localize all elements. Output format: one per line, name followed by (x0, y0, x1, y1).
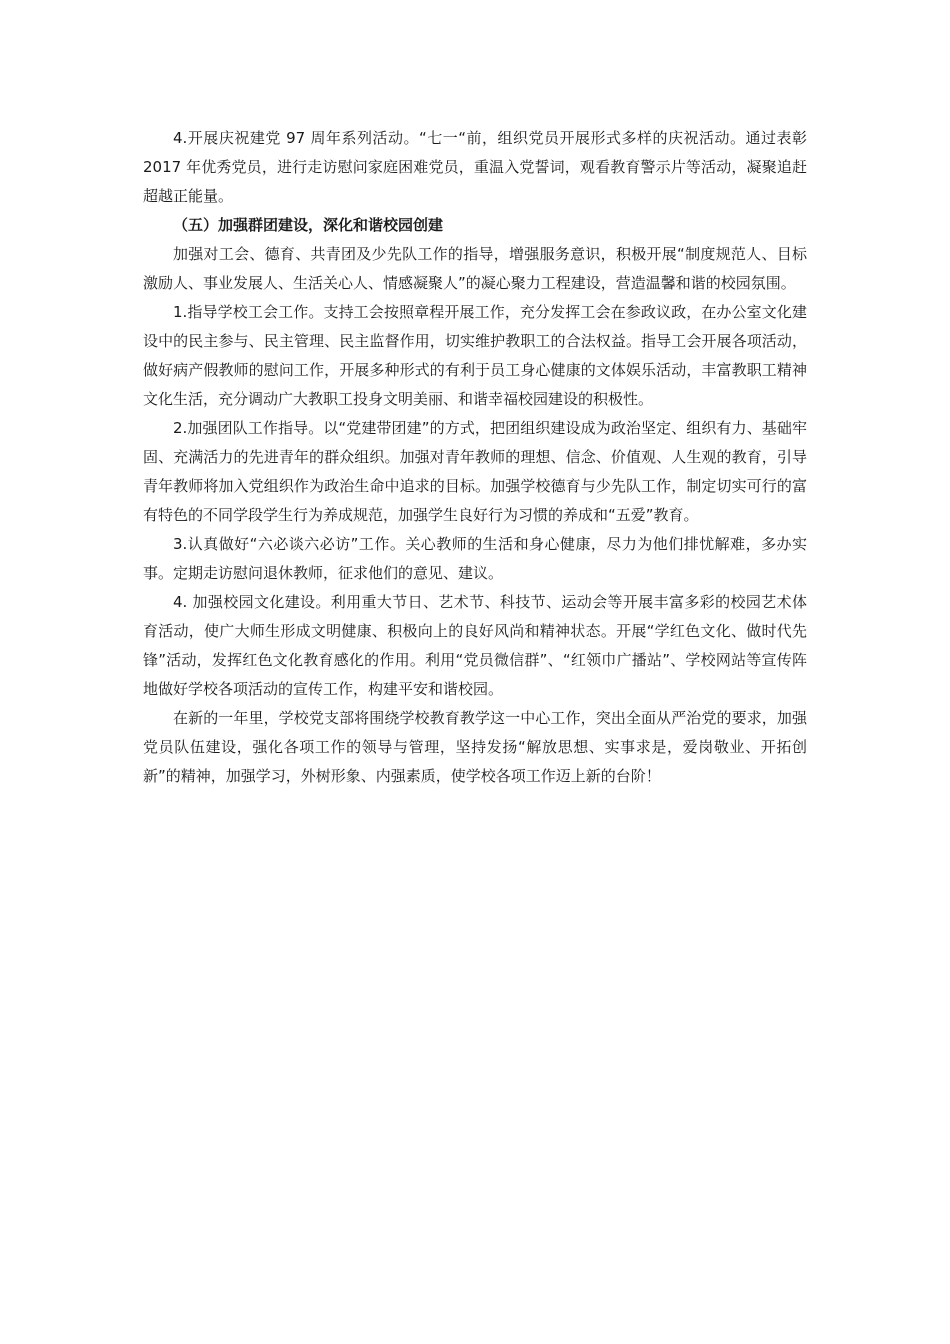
paragraph-team-work: 2.加强团队工作指导。以“党建带团建”的方式，把团组织建设成为政治坚定、组织有力、基础牢固、充满活力的先进青年的群众组织。加强对青年教师的理想、信念、价值观、人生观的教育，引导青年教师将加入党组织作为政治生命中追求的目标。加强学校德育与少先队工作，制定切实可行的富有特色的不同学段学生行为养成规范，加强学生良好行为习惯的养成和“五爱”教育。 (143, 419, 807, 524)
paragraph-conclusion: 在新的一年里，学校党支部将围绕学校教育教学这一中心工作，突出全面从严治党的要求，加强党员队伍建设，强化各项工作的领导与管理，坚持发扬“解放思想、实事求是，爱岗敬业、开拓创新”的精神，加强学习，外树形象、内强素质，使学校各项工作迈上新的台阶！ (143, 709, 807, 785)
section-heading: （五）加强群团建设，深化和谐校园创建 (173, 216, 444, 234)
paragraph-campus-culture: 4. 加强校园文化建设。利用重大节日、艺术节、科技节、运动会等开展丰富多彩的校园艺术体育活动，使广大师生形成文明健康、积极向上的良好风尚和精神状态。开展“学红色文化、做时代先锋”活动，发挥红色文化教育感化的作用。利用“党员微信群”、“红领巾广播站”、学校网站等宣传阵地做好学校各项活动的宣传工作，构建平安和谐校园。 (143, 593, 807, 698)
document-body (143, 124, 807, 791)
paragraph-party-anniversary: 4.开展庆祝建党 97 周年系列活动。“七一“前，组织党员开展形式多样的庆祝活动。通过表彰 2017 年优秀党员，进行走访慰问家庭困难党员，重温入党誓词，观看教育警示片等活动，凝聚追赶超越正能量。 (143, 129, 807, 205)
paragraph-intro: 加强对工会、德育、共青团及少先队工作的指导，增强服务意识，积极开展“制度规范人、目标激励人、事业发展人、生活关心人、情感凝聚人”的凝心聚力工程建设，营造温馨和谐的校园氛围。 (143, 245, 807, 292)
paragraph-union-work: 1.指导学校工会工作。支持工会按照章程开展工作，充分发挥工会在参政议政，在办公室文化建设中的民主参与、民主管理、民主监督作用，切实维护教职工的合法权益。指导工会开展各项活动，做好病产假教师的慰问工作，开展多种形式的有利于员工身心健康的文体娱乐活动，丰富教职工精神文化生活，充分调动广大教职工投身文明美丽、和谐幸福校园建设的积极性。 (143, 303, 807, 408)
paragraph-visits: 3.认真做好“六必谈六必访”工作。关心教师的生活和身心健康，尽力为他们排忧解难，多办实事。定期走访慰问退休教师，征求他们的意见、建议。 (143, 535, 807, 582)
